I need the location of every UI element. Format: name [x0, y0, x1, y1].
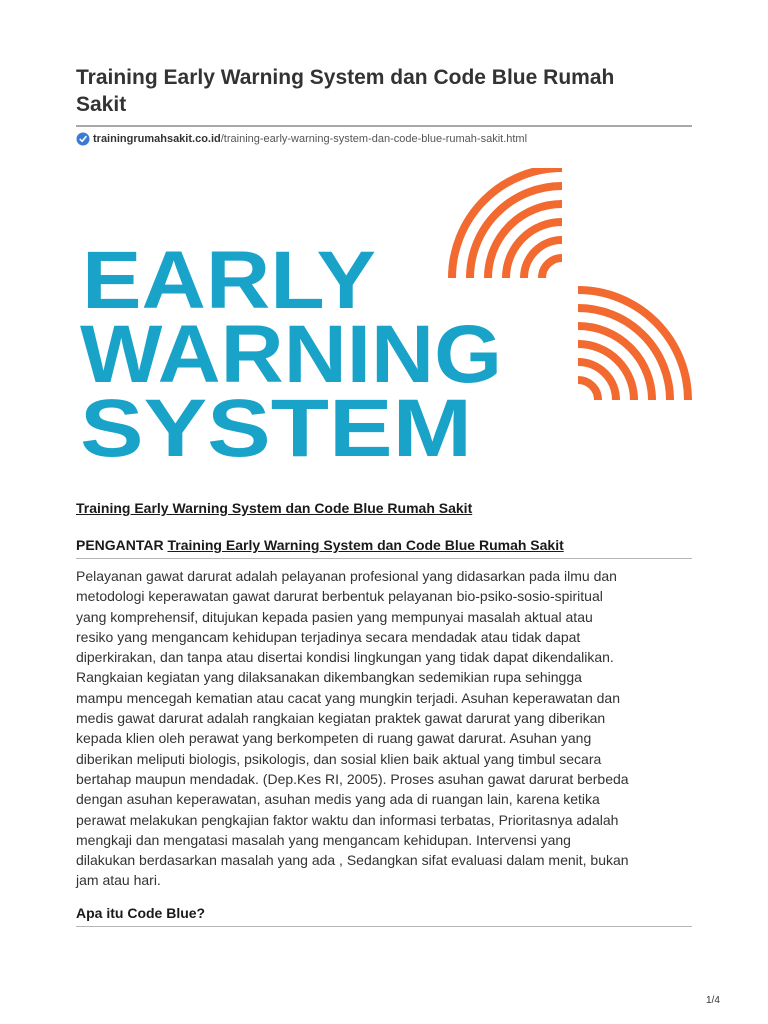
title-line-1: Training Early Warning System dan Code Blue Rumah — [76, 66, 615, 89]
intro-heading — [76, 537, 564, 553]
paragraph-line: Pelayanan gawat darurat adalah pelayanan profesional yang didasarkan pada ilmu dan — [76, 568, 617, 584]
early-warning-system-logo — [76, 168, 692, 468]
page-number: 1/4 — [706, 995, 720, 1006]
logo-word-warning: WARNING — [80, 309, 502, 400]
section-divider — [76, 926, 692, 927]
paragraph-line: dilakukan berdasarkan masalah yang ada , Sedangkan sifat evaluasi dalam menit, bukan — [76, 852, 629, 869]
signal-arc-lower — [578, 380, 598, 400]
paragraph-line: perawat melakukan pengkajian faktor waktu dan informasi terbatas, Prioritasnya adalah — [76, 811, 619, 828]
logo-wordmark — [80, 235, 502, 468]
paragraph-line: Rangkaian kegiatan yang dilaksanakan dikembangkan sedemikian rupa sehingga — [76, 669, 582, 686]
paragraph-line: medis gawat darurat adalah rangkaian kegiatan praktek gawat darurat yang diberikan — [76, 710, 606, 727]
logo-word-system: SYSTEM — [80, 383, 472, 468]
paragraph-line: bertahap maupun mendadak. (Dep.Kes RI, 2005). Proses asuhan gawat darurat berbeda — [76, 770, 629, 787]
paragraph-line: metodologi keperawatan gawat darurat berbentuk pelayanan bio-psiko-sosio-spiritual — [76, 588, 603, 605]
paragraph-line: dengan asuhan keperawatan, asuhan medis yang ada di ruangan lain, karena ketika — [76, 791, 600, 808]
logo-word-early: EARLY — [82, 235, 376, 326]
paragraph-line: jam atau hari. — [76, 872, 161, 889]
paragraph-line: kepada klien oleh perawat yang berkompeten di ruang gawat darurat. Asuhan yang — [76, 730, 592, 747]
paragraph-line: diperkirakan, dan tanpa atau disertai kondisi lingkungan yang tidak dapat dikendalikan. — [76, 649, 614, 666]
paragraph-line: diberikan meliputi biologis, psikologis, dan sosial klien baik aktual yang timbul secara — [76, 750, 602, 767]
link-icon — [76, 132, 90, 146]
page-title — [76, 64, 692, 118]
source-path[interactable]: /training-early-warning-system-dan-code-blue-rumah-sakit.html — [220, 133, 528, 145]
paragraph-line: yang komprehensif, ditujukan kepada pasien yang mempunyai masalah aktual atau — [76, 608, 593, 625]
link-heading[interactable]: Training Early Warning System dan Code Blue Rumah Sakit — [76, 500, 473, 516]
paragraph-line: resiko yang mengancam kehidupan terjadinya secara mendadak atau tidak dapat — [76, 628, 581, 645]
source-url[interactable] — [76, 131, 527, 147]
section-title: Apa itu Code Blue? — [76, 905, 206, 921]
title-divider — [76, 125, 692, 127]
signal-arc-upper — [542, 258, 562, 278]
source-domain[interactable]: trainingrumahsakit.co.id — [93, 133, 221, 145]
intro-prefix: PENGANTAR — [76, 537, 164, 553]
intro-divider — [76, 558, 692, 559]
paragraph-line: mengkaji dan mengatasi masalah yang mengancam kehidupan. Intervensi yang — [76, 831, 571, 848]
title-line-2: Sakit — [76, 93, 127, 116]
intro-link[interactable]: Training Early Warning System dan Code Blue Rumah Sakit — [167, 537, 564, 553]
body-paragraph — [76, 566, 696, 891]
paragraph-line: mampu mencegah kematian atau cacat yang mungkin terjadi. Asuhan keperawatan dan — [76, 689, 621, 706]
